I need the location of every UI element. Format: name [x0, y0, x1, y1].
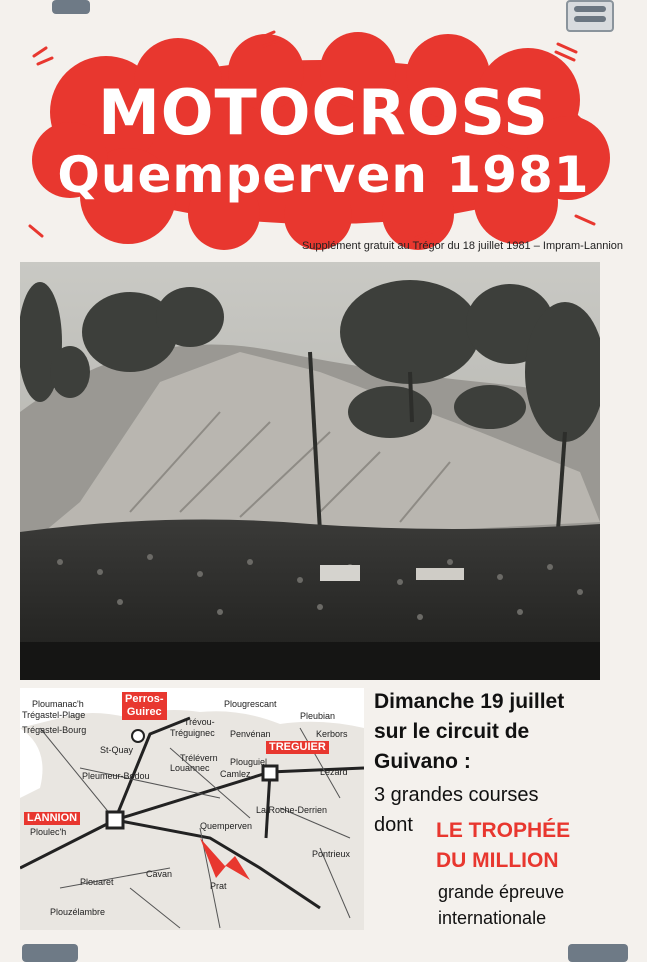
map-label-la-roche: La Roche-Derrien [256, 805, 328, 815]
map-label-tregastel-plage: Trégastel-Plage [22, 710, 86, 720]
event-races: 3 grandes courses [374, 784, 539, 806]
map-label-perros-guirec: Perros- Guirec [122, 692, 167, 720]
map-label-plouzelambre: Plouzélambre [50, 907, 106, 917]
event-dont: dont [374, 814, 413, 836]
map-label-kerbors: Kerbors [316, 729, 348, 739]
map-label-ploumanach: Ploumanac'h [32, 699, 84, 709]
race-photo [20, 262, 600, 680]
map-label-plougrescant: Plougrescant [224, 699, 277, 709]
event-description-line2: internationale [438, 908, 547, 928]
event-circuit-name: Guivano : [374, 750, 471, 773]
map-label-camlez: Camlez [220, 769, 251, 779]
map-label-plouguiel: Plouguiel [230, 757, 268, 767]
map-label-lezardrieux: Lézard [320, 767, 348, 777]
map-label-st-quay: St-Quay [100, 745, 134, 755]
map-label-treguignec: Tréguignec [170, 728, 215, 738]
map-label-trelevern: Trélévern [180, 753, 218, 763]
map-label-trevou: Trévou- [184, 717, 215, 727]
binder-clip-bottom-right [568, 944, 628, 962]
map-label-prat: Prat [210, 881, 227, 891]
map-label-quemperven: Quemperven [200, 821, 253, 831]
route-map [20, 688, 364, 930]
trophy-title-line1: LE TROPHÉE [436, 819, 571, 842]
map-label-penvenan: Penvénan [230, 729, 271, 739]
binder-clip-top-left [52, 0, 90, 14]
event-date: Dimanche 19 juillet [374, 690, 565, 713]
event-description-line1: grande épreuve [438, 882, 565, 902]
map-label-pleubian: Pleubian [300, 711, 336, 721]
binder-clip-top-right [566, 0, 614, 32]
masthead-title: MOTOCROSS [98, 76, 549, 149]
map-label-treguier: TREGUIER [266, 741, 329, 754]
map-label-pleumeur: Pleumeur-Bodou [82, 771, 150, 781]
map-label-tregastel-bourg: Trégastel-Bourg [22, 725, 87, 735]
supplement-note: Supplément gratuit au Trégor du 18 juillet 1981 – Impram-Lannion [301, 240, 623, 252]
map-label-cavan: Cavan [146, 869, 173, 879]
trophy-title-line2: DU MILLION [436, 849, 559, 872]
binder-clip-bottom-left [22, 944, 78, 962]
event-circuit-line: sur le circuit de [374, 720, 530, 743]
map-label-louannec: Louannec [170, 763, 210, 773]
map-label-plouaret: Plouaret [80, 877, 114, 887]
map-label-lannion: LANNION [24, 812, 80, 825]
map-label-ploulec: Ploulec'h [30, 827, 67, 837]
map-label-pontrieux: Pontrieux [312, 849, 351, 859]
masthead-subtitle: Quemperven 1981 [57, 146, 590, 204]
